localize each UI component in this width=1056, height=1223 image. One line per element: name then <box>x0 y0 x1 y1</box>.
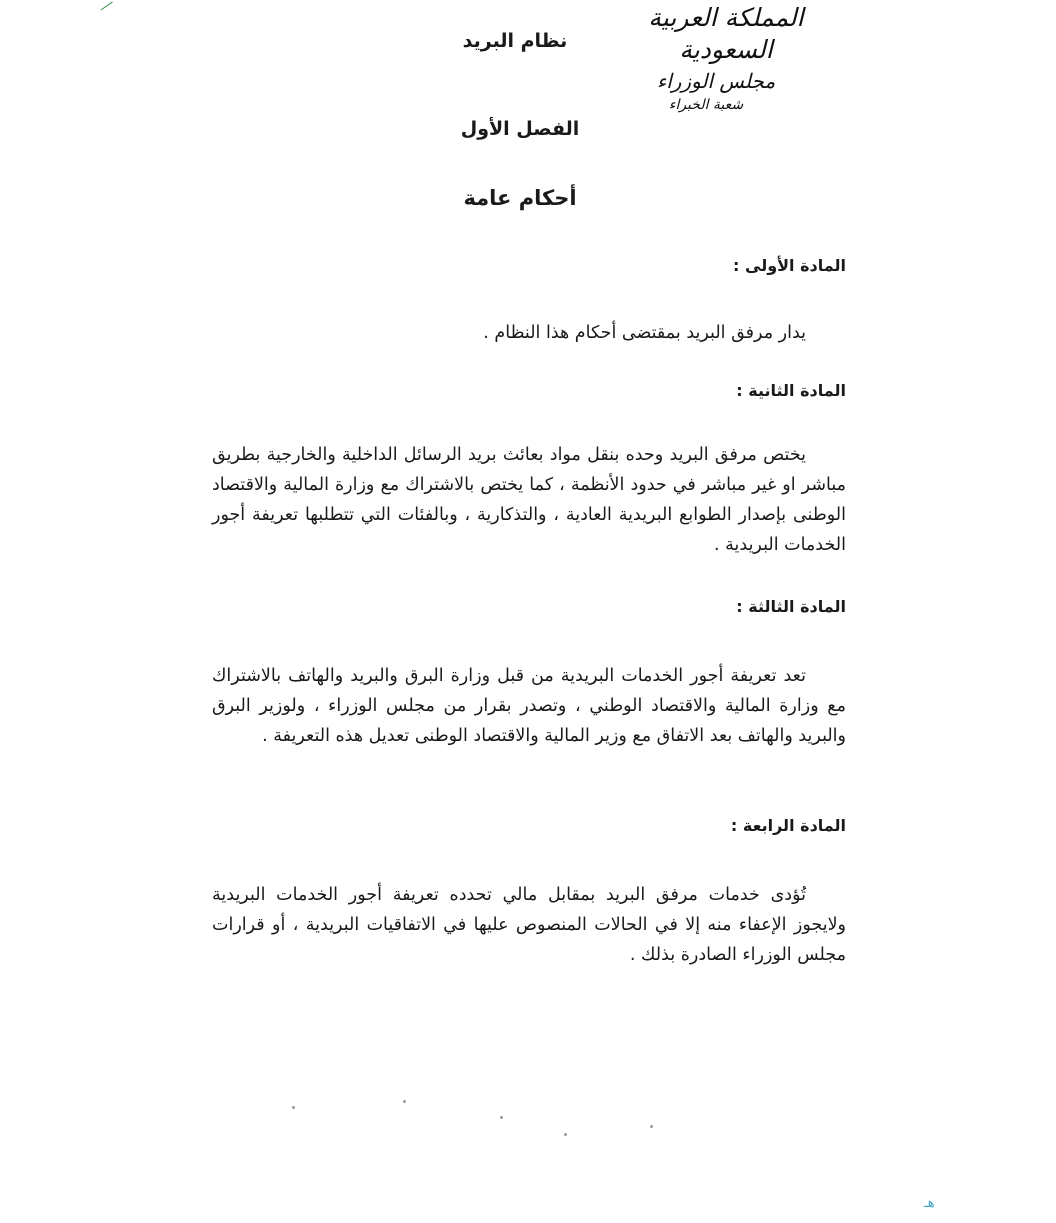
letterhead <box>606 2 846 114</box>
article-1-heading: المادة الأولى : <box>733 256 846 275</box>
article-4-heading: المادة الرابعة : <box>730 816 846 835</box>
chapter-subtitle: أحكام عامة <box>463 186 577 210</box>
scan-speck <box>650 1125 653 1128</box>
scan-speck <box>564 1133 567 1136</box>
chapter-title: الفصل الأول <box>460 118 580 140</box>
article-3-body: تعد تعريفة أجور الخدمات البريدية من قبل وزارة البرق والبريد والهاتف بالاشتراك مع وزارة المالية والاقتصاد الوطني ، وتصدر بقرار من مجلس الوزراء ، ولوزير البرق والبريد والهاتف بعد الاتفاق مع وزير المالية والاقتصاد الوطنى تعديل هذه التعريفة . <box>212 666 846 746</box>
article-4-body: تُؤدى خدمات مرفق البريد بمقابل مالي تحدده تعريفة أجور الخدمات البريدية ولايجوز الإعفاء منه إلا في الحالات المنصوص عليها في الاتفاقيات البريدية ، أو قرارات مجلس الوزراء الصادرة بذلك . <box>212 885 846 965</box>
letterhead-division: شعبة الخبراء <box>668 97 744 113</box>
scan-speck <box>500 1116 503 1119</box>
article-2-heading: المادة الثانية : <box>736 381 846 400</box>
article-1-body: يدار مرفق البريد بمقتضى أحكام هذا النظام . <box>483 323 806 343</box>
system-title: نظام البريد <box>462 30 568 52</box>
letterhead-country: المملكة العربية السعودية <box>648 3 804 64</box>
page-mark: هـ <box>924 1196 935 1211</box>
article-2-body: يختص مرفق البريد وحده بنقل مواد بعائث بريد الرسائل الداخلية والخارجية بطريق مباشر او غير مباشر في حدود الأنظمة ، كما يختص بالاشتراك مع وزارة المالية والاقتصاد الوطنى بإصدار الطوابع البريدية العادية ، والتذكارية ، وبالفئات التي تتطلبها تعريفة أجور الخدمات البريدية . <box>212 445 846 555</box>
article-3-heading: المادة الثالثة : <box>736 597 846 616</box>
letterhead-council: مجلس الوزراء <box>656 69 776 93</box>
corner-mark <box>97 0 112 10</box>
scan-speck <box>403 1100 406 1103</box>
scan-speck <box>292 1106 295 1109</box>
